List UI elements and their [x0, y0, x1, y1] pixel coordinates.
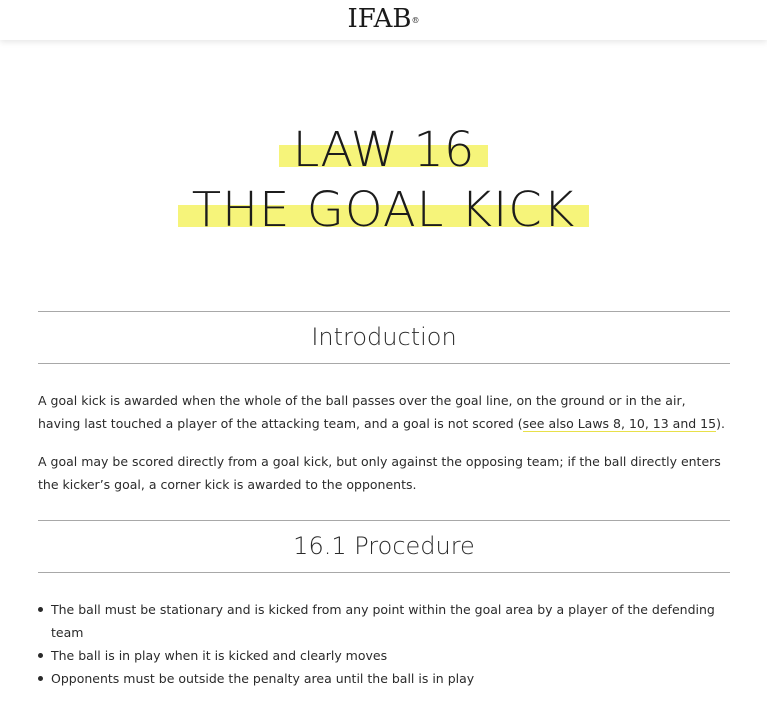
- law-name: THE GOAL KICK: [178, 180, 590, 240]
- procedure-list: [38, 598, 730, 690]
- introduction-paragraph-2: A goal may be scored directly from a goal kick, but only against the opposing team; if the ball directly enters the kicker’s goal, a corner kick is awarded to the opponents.: [38, 454, 721, 492]
- introduction-paragraph-1: [38, 389, 730, 435]
- law-title: [0, 120, 767, 240]
- procedure-section: [38, 520, 730, 690]
- procedure-heading: 16.1 Procedure: [38, 520, 730, 573]
- list-item: The ball is in play when it is kicked and clearly moves: [38, 644, 730, 667]
- list-item: Opponents must be outside the penalty area until the ball is in play: [38, 667, 730, 690]
- list-item: The ball must be stationary and is kicked from any point within the goal area by a player of the defending team: [38, 598, 730, 644]
- paragraph-text: A goal kick is awarded when the whole of the ball passes over the goal line, on the ground or in the air, having last touched a player of the attacking team, and a goal is not scored (: [38, 393, 686, 431]
- ifab-logo[interactable]: [348, 5, 420, 33]
- paragraph-text-end: ).: [716, 416, 725, 431]
- logo-text: IFAB: [347, 4, 412, 34]
- registered-mark: ®: [411, 16, 420, 25]
- site-header: [0, 0, 767, 40]
- law-number: LAW 16: [279, 120, 489, 180]
- see-also-laws-link[interactable]: see also Laws 8, 10, 13 and 15: [522, 416, 717, 431]
- introduction-section: [38, 311, 730, 496]
- introduction-heading: Introduction: [38, 311, 730, 364]
